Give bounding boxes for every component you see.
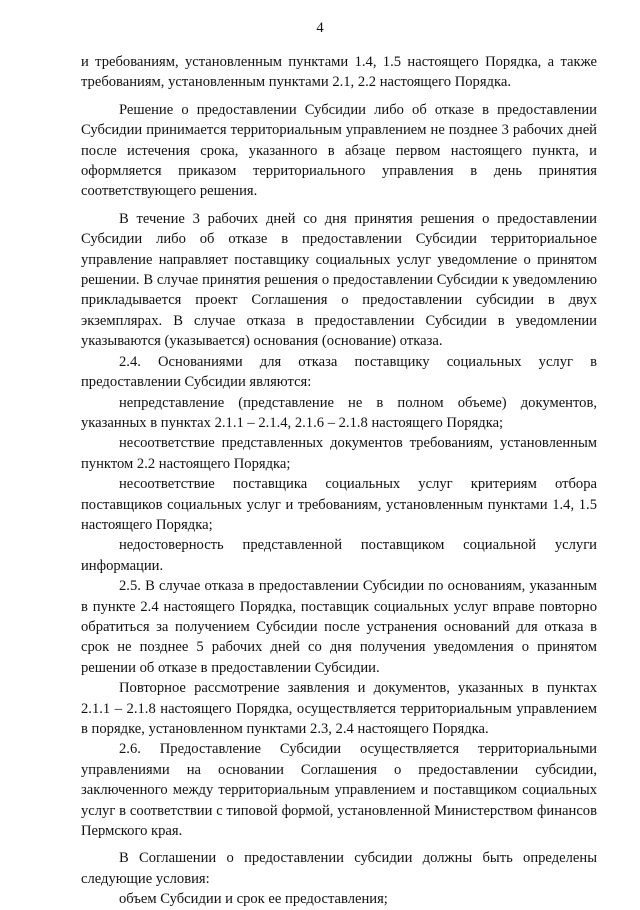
list-item-nonconforming-provider: несоответствие поставщика социальных услуг критериям отбора поставщиков социальных услуг и требованиям, установленным пунктами 1.4, 1.5 настоящего Порядка; — [81, 476, 597, 533]
paragraph-2-5-reapplication: 2.5. В случае отказа в предоставлении Субсидии по основаниям, указанным в пункте 2.4 настоящего Порядка, поставщик социальных услуг вправе повторно обратиться за получением Субсидии после устранения оснований для отказа в срок не позднее 5 рабочих дней со дня получения уведомления о принятом решении об отказе в предоставлении Субсидии. — [81, 578, 597, 676]
list-item-nonconforming-documents: несоответствие представленных документов требованиям, установленным пунктом 2.2 настоящего Порядка; — [81, 435, 597, 472]
paragraph-repeat-review: Повторное рассмотрение заявления и документов, указанных в пунктах 2.1.1 – 2.1.8 настоящего Порядка, осуществляется территориальным управлением в порядке, установленном пунктами 2.3, 2.4 настоящего Порядка. — [81, 680, 597, 737]
list-item-false-information: недостоверность представленной поставщиком социальной услуги информации. — [81, 537, 597, 574]
list-item-incomplete-documents: непредставление (представление не в полном объеме) документов, указанных в пунктах 2.1.1 – 2.1.4, 2.1.6 – 2.1.8 настоящего Порядка; — [81, 394, 597, 431]
paragraph-continuation: и требованиям, установленным пунктами 1.4, 1.5 настоящего Порядка, а также требованиям, установленным пунктами 2.1, 2.2 настоящего Порядка. — [81, 54, 597, 91]
paragraph-notification: В течение 3 рабочих дней со дня принятия решения о предоставлении Субсидии либо об отказе в предоставлении Субсидии территориальное управление направляет поставщику социальных услуг уведомление о принятом решении. В случае принятия решения о предоставлении Субсидии к уведомлению прикладывается проект Соглашения о предоставлении субсидии в двух экземплярах. В случае отказа в предоставлении Субсидии в уведомлении указываются (указывается) основания (основание) отказа. — [81, 210, 597, 350]
document-body — [81, 52, 597, 910]
paragraph-2-4-refusal-grounds: 2.4. Основаниями для отказа поставщику социальных услуг в предоставлении Субсидии являются: — [81, 353, 597, 391]
list-item-subsidy-amount-term: объем Субсидии и срок ее предоставления; — [119, 891, 388, 908]
paragraph-2-6-agreement: 2.6. Предоставление Субсидии осуществляется территориальными управлениями на основании Соглашения о предоставлении субсидии, заключенного между территориальным управлением и поставщиком социальных услуг в соответствии с типовой формой, установленной Министерством финансов Пермского края. — [81, 741, 597, 840]
paragraph-agreement-conditions: В Соглашении о предоставлении субсидии должны быть определены следующие условия: — [81, 850, 597, 887]
paragraph-decision-deadline: Решение о предоставлении Субсидии либо об отказе в предоставлении Субсидии принимается территориальным управлением не позднее 3 рабочих дней после истечения срока, указанного в абзаце первом настоящего пункта, и оформляется приказом территориального управления в день принятия соответствующего решения. — [81, 101, 597, 200]
page-number: 4 — [316, 20, 324, 36]
